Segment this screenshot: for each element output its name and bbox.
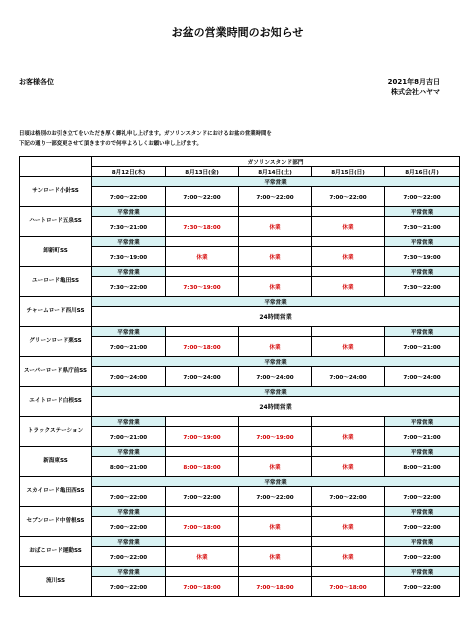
station-name: スカイロード亀田西SS xyxy=(20,477,92,507)
hours-cell: 7:00～22:00 xyxy=(312,487,385,507)
station-name: サンロード小針SS xyxy=(20,177,92,207)
hours-cell: 7:00～22:00 xyxy=(166,487,239,507)
intro-line: 日頃は格別のお引き立てをいただき厚く御礼申し上げます。ガソリンスタンドにおけるお盆の営業時間を xyxy=(19,131,272,137)
normal-hours-label: 平常営業 xyxy=(92,447,166,457)
normal-hours-label: 平常営業 xyxy=(92,417,166,427)
blank-cell xyxy=(312,537,385,547)
station-name: 流川SS xyxy=(20,567,92,597)
addressee: お客様各位 xyxy=(19,78,54,86)
normal-hours-label: 平常営業 xyxy=(92,267,166,277)
station-label-row xyxy=(20,207,460,217)
hours-cell: 7:00～24:00 xyxy=(92,367,166,387)
hours-cell: 7:30～22:00 xyxy=(92,277,166,297)
hours-cell: 7:00～18:00 xyxy=(166,337,239,357)
blank-cell xyxy=(166,507,239,517)
station-name: チャームロード西川SS xyxy=(20,297,92,327)
blank-cell xyxy=(239,567,312,577)
hours-cell: 7:00～22:00 xyxy=(92,517,166,537)
schedule-body xyxy=(20,177,460,597)
blank-cell xyxy=(312,567,385,577)
blank-cell xyxy=(312,267,385,277)
blank-cell xyxy=(166,327,239,337)
normal-hours-label: 平常営業 xyxy=(385,537,460,547)
normal-hours-label: 平常営業 xyxy=(92,387,460,397)
hours-cell: 7:30～21:00 xyxy=(92,217,166,237)
hours-cell: 休業 xyxy=(166,547,239,567)
table-caption: ガソリンスタンド部門 xyxy=(92,157,460,167)
hours-cell: 7:00～18:00 xyxy=(239,577,312,597)
hours-cell: 8:00～21:00 xyxy=(92,457,166,477)
station-label-row xyxy=(20,507,460,517)
station-name: ハートロード五泉SS xyxy=(20,207,92,237)
station-label-row xyxy=(20,567,460,577)
normal-hours-label: 平常営業 xyxy=(385,207,460,217)
normal-hours-label: 平常営業 xyxy=(92,297,460,307)
hours-cell: 7:00～22:00 xyxy=(239,187,312,207)
station-name: スーパーロード県庁前SS xyxy=(20,357,92,387)
blank-cell xyxy=(166,447,239,457)
hours-cell: 7:00～24:00 xyxy=(166,367,239,387)
hours-cell: 7:30～21:00 xyxy=(385,217,460,237)
blank-cell xyxy=(239,267,312,277)
blank-cell xyxy=(166,537,239,547)
schedule-table xyxy=(19,156,460,597)
station-label-row xyxy=(20,357,460,367)
hours-cell: 7:00～22:00 xyxy=(385,577,460,597)
hours-cell: 7:30～22:00 xyxy=(385,277,460,297)
hours-cell: 7:00～21:00 xyxy=(92,337,166,357)
normal-hours-label: 平常営業 xyxy=(92,477,460,487)
normal-hours-label: 平常営業 xyxy=(92,567,166,577)
station-name: グリーンロード栗SS xyxy=(20,327,92,357)
hours-cell: 7:00～19:00 xyxy=(166,427,239,447)
hours-cell: 8:00～18:00 xyxy=(166,457,239,477)
hours-24-cell xyxy=(92,397,460,417)
station-name: ユーロード亀田SS xyxy=(20,267,92,297)
hours-cell: 7:00～19:00 xyxy=(239,427,312,447)
hours-cell: 7:30～19:00 xyxy=(166,277,239,297)
hours-cell: 休業 xyxy=(239,247,312,267)
normal-hours-label: 平常営業 xyxy=(92,237,166,247)
blank-cell xyxy=(166,267,239,277)
normal-hours-label: 平常営業 xyxy=(385,267,460,277)
hours-cell: 7:00～18:00 xyxy=(312,577,385,597)
hours-cell: 7:00～22:00 xyxy=(312,187,385,207)
hours-cell: 7:00～22:00 xyxy=(239,487,312,507)
hours-cell: 休業 xyxy=(239,547,312,567)
blank-cell xyxy=(239,207,312,217)
issue-date: 2021年8月吉日 xyxy=(387,78,440,86)
hours-24-text: 24時間営業 xyxy=(255,404,295,411)
hours-cell: 7:00～18:00 xyxy=(166,517,239,537)
hours-cell: 7:00～21:00 xyxy=(385,427,460,447)
blank-cell xyxy=(166,237,239,247)
blank-cell xyxy=(239,537,312,547)
hours-cell: 7:00～24:00 xyxy=(239,367,312,387)
hours-cell: 7:00～22:00 xyxy=(92,577,166,597)
blank-cell xyxy=(312,507,385,517)
hours-cell: 休業 xyxy=(312,277,385,297)
station-header xyxy=(20,157,92,177)
blank-cell xyxy=(166,567,239,577)
hours-cell: 7:00～18:00 xyxy=(166,577,239,597)
hours-cell: 休業 xyxy=(312,427,385,447)
station-name: 卸新町SS xyxy=(20,237,92,267)
station-label-row xyxy=(20,537,460,547)
station-label-row xyxy=(20,387,460,397)
hours-cell: 休業 xyxy=(312,217,385,237)
intro-text xyxy=(19,129,459,149)
station-label-row xyxy=(20,237,460,247)
hours-cell: 7:00～22:00 xyxy=(385,517,460,537)
normal-hours-label: 平常営業 xyxy=(385,327,460,337)
blank-cell xyxy=(239,507,312,517)
blank-cell xyxy=(312,327,385,337)
day-header: 8月16日(月) xyxy=(385,167,460,177)
hours-cell: 休業 xyxy=(239,457,312,477)
hours-cell: 休業 xyxy=(166,247,239,267)
station-label-row xyxy=(20,177,460,187)
blank-cell xyxy=(166,417,239,427)
hours-cell: 7:30～18:00 xyxy=(166,217,239,237)
hours-cell: 7:00～22:00 xyxy=(92,487,166,507)
day-header: 8月14日(土) xyxy=(239,167,312,177)
day-header: 8月15日(日) xyxy=(312,167,385,177)
station-name: 新潟東SS xyxy=(20,447,92,477)
page-title: お盆の営業時間のお知らせ xyxy=(171,26,304,39)
normal-hours-label: 平常営業 xyxy=(385,567,460,577)
day-header: 8月13日(金) xyxy=(166,167,239,177)
hours-cell: 休業 xyxy=(312,457,385,477)
hours-cell: 休業 xyxy=(312,517,385,537)
normal-hours-label: 平常営業 xyxy=(92,207,166,217)
hours-cell: 7:00～24:00 xyxy=(385,367,460,387)
hours-cell: 7:00～22:00 xyxy=(166,187,239,207)
hours-24-cell xyxy=(92,307,460,327)
hours-cell: 7:00～24:00 xyxy=(312,367,385,387)
hours-cell: 7:30～19:00 xyxy=(385,247,460,267)
normal-hours-label: 平常営業 xyxy=(385,447,460,457)
hours-cell: 休業 xyxy=(312,547,385,567)
normal-hours-label: 平常営業 xyxy=(385,237,460,247)
hours-24-text: 24時間営業 xyxy=(255,314,295,321)
blank-cell xyxy=(166,207,239,217)
normal-hours-label: 平常営業 xyxy=(92,357,460,367)
normal-hours-label: 平常営業 xyxy=(92,327,166,337)
blank-cell xyxy=(239,417,312,427)
hours-cell: 7:30～19:00 xyxy=(92,247,166,267)
blank-cell xyxy=(239,327,312,337)
hours-cell: 休業 xyxy=(239,337,312,357)
station-name: セブンロード中曽根SS xyxy=(20,507,92,537)
hours-cell: 7:00～22:00 xyxy=(92,187,166,207)
blank-cell xyxy=(239,237,312,247)
hours-cell: 休業 xyxy=(312,247,385,267)
station-label-row xyxy=(20,447,460,457)
hours-cell: 7:00～21:00 xyxy=(385,337,460,357)
normal-hours-label: 平常営業 xyxy=(385,417,460,427)
intro-line: 下記の通り一部変更させて頂きますので何卒よろしくお願い申し上げます。 xyxy=(19,141,202,147)
blank-cell xyxy=(239,447,312,457)
normal-hours-label: 平常営業 xyxy=(92,537,166,547)
hours-cell: 休業 xyxy=(312,337,385,357)
blank-cell xyxy=(312,447,385,457)
station-name: トラックステーション xyxy=(20,417,92,447)
hours-cell: 7:00～22:00 xyxy=(385,547,460,567)
hours-cell: 8:00～21:00 xyxy=(385,457,460,477)
station-name: エイトロード白根SS xyxy=(20,387,92,417)
hours-cell: 7:00～22:00 xyxy=(92,547,166,567)
station-label-row xyxy=(20,297,460,307)
station-label-row xyxy=(20,477,460,487)
day-header: 8月12日(木) xyxy=(92,167,166,177)
blank-cell xyxy=(312,237,385,247)
station-label-row xyxy=(20,267,460,277)
normal-hours-label: 平常営業 xyxy=(385,507,460,517)
hours-cell: 休業 xyxy=(239,517,312,537)
blank-cell xyxy=(312,417,385,427)
station-label-row xyxy=(20,417,460,427)
hours-cell: 休業 xyxy=(239,277,312,297)
date-block xyxy=(388,77,440,97)
station-name: おばこロード運動SS xyxy=(20,537,92,567)
station-label-row xyxy=(20,327,460,337)
hours-cell: 休業 xyxy=(239,217,312,237)
hours-cell: 7:00～22:00 xyxy=(385,187,460,207)
blank-cell xyxy=(312,207,385,217)
hours-cell: 7:00～21:00 xyxy=(92,427,166,447)
normal-hours-label: 平常営業 xyxy=(92,177,460,187)
normal-hours-label: 平常営業 xyxy=(92,507,166,517)
hours-cell: 7:00～22:00 xyxy=(385,487,460,507)
company-name: 株式会社ハヤマ xyxy=(391,88,440,96)
